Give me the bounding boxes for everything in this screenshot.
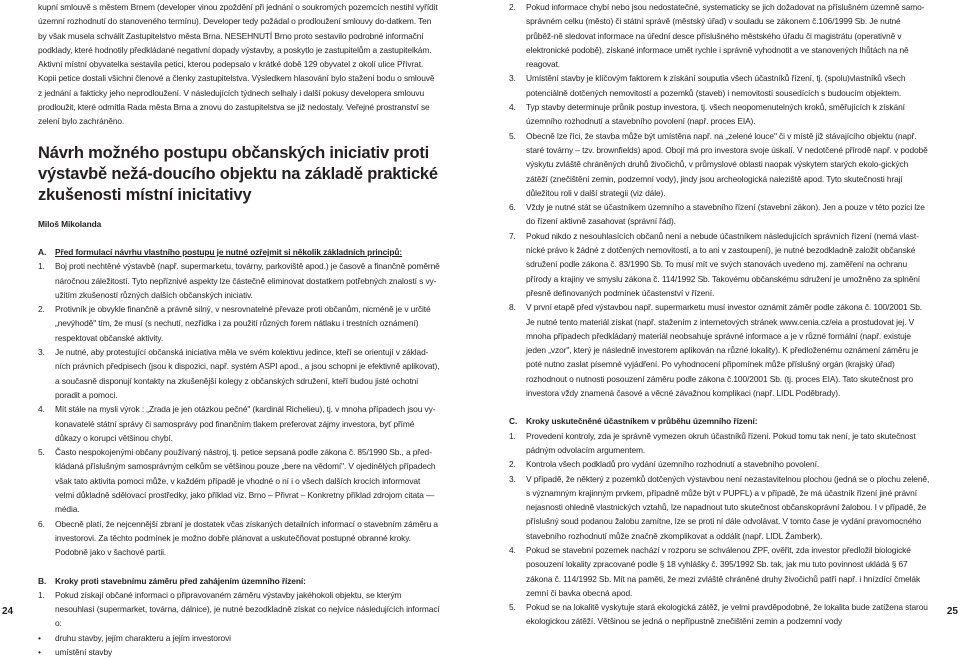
- list-item: [509, 457, 930, 471]
- item-number: 1.: [38, 589, 45, 600]
- page-number-left: 24: [2, 606, 14, 617]
- article-title: Návrh možného postupu občanských iniciativ proti výstavbě nežá-doucího objektu na základě praktické zkušenosti místní inicitativy: [38, 143, 438, 204]
- bullet-icon: •: [38, 646, 41, 657]
- list-item: [38, 345, 440, 402]
- section-letter: C.: [509, 416, 518, 427]
- section-letter: B.: [38, 575, 47, 586]
- item-text: Typ stavby determinuje průnik postup investora, tj. všech neopomenutelných kroků, směřujících k získání územního rozhodnutí a stavebního povolení (např. proces EIA).: [526, 102, 905, 127]
- list-item: [509, 200, 930, 229]
- article-author: Miloš Mikolanda: [38, 218, 102, 229]
- list-item: [38, 402, 440, 445]
- list-item: [509, 71, 930, 100]
- bullet-item: [38, 631, 440, 645]
- bullet-item: [38, 645, 440, 659]
- list-item: [38, 445, 440, 516]
- item-text: Protivník je obvykle finančně a právně silný, v nesrovnatelné převaze proti občanům, nicméně je v určité „nevýhodě" tím, že musí (s nechutí, nezřídka i za použití různých forem nátlaku i trestních oznámení) respektovat občanské aktivity.: [55, 304, 431, 343]
- item-number: 5.: [509, 602, 516, 613]
- item-text: Je nutné, aby protestující občanská iniciativa měla ve svém kolektivu jedince, kteří se orientují v základ-ních právních předpisech (jsou k dispozici, např. systém ASPI apod., a jsou schopni je efektivně aplikovat), a současně disponují kontakty na zkušenější kolegy z občanských sdružení, kteří budou jisté ochotni poradit a pomoci.: [55, 347, 440, 400]
- item-number: 3.: [38, 347, 45, 358]
- item-text: Provedení kontroly, zda je správně vymezen okruh účastníků řízení. Pokud tomu tak není, je tato skutečnost pádným odvolacím argumentem.: [526, 430, 916, 455]
- item-text: Pokud nikdo z nesouhlasících občanů není a nebude účastníkem následujících správních řízení (nemá vlast-nické právo k žádné z dotčených nemovitostí, a to ani v zastoupení), je nutné bezodkladně založit občanské sdružení podle zákona č. 83/1990 Sb. To musí mít ve svých stanovách uvedeno mj. zaměření na ochranu přírody a krajiny ve smyslu zákona č. 114/1992 Sb. Takovému občanskému sdružení je umožněno za splnění přesně definovaných podmínek účastenství v řízení.: [526, 230, 921, 298]
- item-number: 5.: [509, 130, 516, 141]
- item-number: 3.: [509, 473, 516, 484]
- section-title: Kroky uskutečněné účastníkem v průběhu územního řízení:: [526, 416, 758, 427]
- item-number: 2.: [509, 459, 516, 470]
- left-page: [38, 0, 440, 659]
- list-item: [509, 300, 930, 400]
- right-page: [509, 0, 930, 629]
- list-item: [38, 517, 440, 560]
- list-item: [509, 429, 930, 458]
- section-c-heading: [509, 414, 930, 428]
- item-text: Kontrola všech podkladů pro vydání územního rozhodnutí a stavebního povolení.: [526, 459, 820, 470]
- item-number: 7.: [509, 230, 516, 241]
- item-number: 3.: [509, 73, 516, 84]
- item-text: Obecně lze říci, že stavba může být umístěna např. na „zelené louce" či v místě již stávajícího objektu (např. staré továrny – tzv. brownfields) apod. Obojí má pro investora svoje úskalí. V nedotčené přírodě např. v podobě výskytu zvláště chráněných druhů živočichů, v průmyslové oblasti naopak výskytem starých ekolo-gických zátěží (znečištění zemin, podzemní vody), jindy jsou archeologická naleziště apod. Tyto skutečnosti hrají důležitou roli v další strategii (viz dále).: [526, 130, 928, 198]
- item-text: V první etapě před výstavbou např. supermarketu musí investor oznámit záměr podle zákona č. 100/2001 Sb. Je nutné tento materiál získat (např. stažením z internetových stránek www.cenia.cz/eia a prostudovat jej. V mnoha případech předkládaný materiál neobsahuje správné informace a je v různé formální (např. existuje jeden „vzor", který je následně investorem aplikován na různé lokality). K předloženému oznámení záměru je poté nutno zaslat písemné vyjádření. Po vyhodnocení připomínek může příslušný orgán (krajský úřad) rozhodnout o nutnosti posouzení záměru podle zákona č.100/2001 Sb. (tj. proces EIA). Tato skutečnost pro investora vždy znamená časové a věcné závažnou komplikaci (např. LIDL Poděbrady).: [526, 302, 923, 399]
- section-letter: A.: [38, 246, 47, 257]
- item-text: Vždy je nutné stát se účastníkem územního a stavebního řízení (stavební zákon). Jen a pouze v této pozici lze do řízení aktivně zasahovat (správní řád).: [526, 202, 925, 227]
- item-number: 6.: [509, 202, 516, 213]
- item-number: 4.: [509, 102, 516, 113]
- item-text: Obecně platí, že nejcennější zbraní je dostatek včas získaných detailních informací o stavebním záměru a investorovi. Za těchto podmínek je možno dobře plánovat a uskutečňovat postupné obranné kroky. Podobně jako v šachové partii.: [55, 518, 438, 558]
- item-number: 1.: [509, 430, 516, 441]
- bullet-icon: •: [38, 632, 41, 643]
- list-item: [509, 229, 930, 300]
- bullet-text: umístění stavby: [55, 646, 113, 657]
- item-text: Boj proti nechtěné výstavbě (např. supermarketu, továrny, parkoviště apod.) je časově a finančně poměrně náročnou záležitostí. Tyto nepříznivé aspekty lze částečně eliminovat dostatkem potřebných znalostí s vy-užitím zkušeností různých dalších občanských iniciativ.: [55, 261, 440, 300]
- item-text: Často nespokojenými občany používaný nástroj, tj. petice sepsaná podle zákona č. 85/1990 Sb., a před-kládaná příslušným samosprávným celkům se většinou pouze „bere na vědomí". V ojedinělých případech však tato aktivita pomoci může, v každém případě je vhodné o ní i o všech dalších krocích informovat velmi důkladně sdělovací prostředky, jako příklad viz. Brno – Přivrat – Konkretny příklad zdrojom citata — média.: [55, 447, 436, 515]
- item-text: V případě, že některý z pozemků dotčených výstavbou není nezastavitelnou plochou (jedná se o plochu zeleně, s významným krajinným prvkem, případně může být v PUPFL) a v případě, že má účastník řízení jiné právní nejasnosti ohledně vlastnických vztahů, lze napadnout tuto skutečnost občanskoprávní žalobou. I v případě, že příslušný soud podanou žalobu zamítne, lze se proti ní dále odvolávat. V tomto čase je vydání pravomocného stavebního rozhodnutí může značně zkomplikovat a oddálit (např. LIDL Žamberk).: [526, 473, 930, 541]
- item-number: 6.: [38, 518, 45, 529]
- item-number: 2.: [38, 304, 45, 315]
- list-item: [509, 129, 930, 200]
- intro-paragraph: kupní smlouvě s městem Brnem (developer vinou zpoždění při jednání o soukromých pozemcích nestihl vyřídit územní rozhodnutí do stanoveného termínu). Developer tedy požádal o prodloužení smlouvy do-datkem. Ten by však musela schválit Zastupitelstvo města Brna. NESEHNUTÍ Brno proto sestavilo podrobné informační podklady, které hodnotily předkládané negativní dopady výstavby, a poskytlo je zastupitelům a zastupitelkám. Aktivní místní obyvatelka sestavila petici, kterou podepsalo v krátké době 129 obyvatel z okolí ulice Přívrat. Kopii petice dostali všichni členové a členky zastupitelstva. Výsledkem hlasování bylo stažení bodu o smlouvě z jednání a fakticky jeho neprodloužení. V následujících týdnech selhaly i další pokusy developera smlouvu prodloužit, které odmítla Rada města Brna a znovu do zastupitelstva se již nedostaly. Veřejné prostranství se zelení bylo zachráněno.: [38, 2, 438, 127]
- item-text: Pokud se na lokalitě vyskytuje stará ekologická zátěž, je velmi pravděpodobné, že lokalita bude zatížena starou ekologickou zátěží. Většinou se jedná o nepřípustně znečištění zemin a podzemní vody: [526, 602, 928, 627]
- list-item: [509, 543, 930, 600]
- item-text: Umístění stavby je klíčovým faktorem k získání souputia všech účastníků řízení, tj. (spolu)vlastníků všech potenciálně dotčených nemovitostí a pozemků (staveb) i nemovitostí sousedících s budoucím objektem.: [526, 73, 906, 98]
- item-text: Pokud získají občané informaci o připravovaném záměru výstavby jakéhokoli objektu, se kterým nesouhlasí (supermarket, továrna, dálnice), je nutné bezodkladně získat co nejvíce následujících informací o:: [55, 589, 440, 629]
- item-number: 4.: [38, 404, 45, 415]
- item-number: 1.: [38, 261, 45, 272]
- item-number: 2.: [509, 2, 516, 12]
- list-item: [38, 302, 440, 345]
- list-item: [509, 600, 930, 629]
- item-text: Pokud se stavební pozemek nachází v rozporu se schválenou ZPF, ověřit, zda investor předložil biologické posouzení lokality zpracované podle § 18 vyhlášky č. 395/1992 Sb. tak, jak mu tuto povinnost ukládá § 67 zákona č. 114/1992 Sb. Mít na paměti, že mezi zvláště chráněné druhy živočichů patří např. i hnízdící čmelák zemní či bavka obecná apod.: [526, 544, 921, 598]
- list-item: [38, 259, 440, 302]
- item-text: Pokud informace chybí nebo jsou nedostatečné, systematicky se jich dožadovat na příslušném územně samo-správném celku (město) či státní správě (městský úřad) v souladu se zákonem č.106/1999 Sb. Je nutné průběž-ně sledovat informace na úřední desce příslušného městského úřadu či magistrátu (operativně v elektronické podobě), získané informace umět rychle i správně vyhodnotit a ve stanovených lhůtách na ně reagovat.: [526, 2, 925, 70]
- item-number: 4.: [509, 544, 516, 555]
- section-title: Před formulací návrhu vlastního postupu je nutné ozřejmit si několik základních principů:: [55, 246, 403, 257]
- section-a-heading: [38, 245, 440, 259]
- section-title: Kroky proti stavebnímu záměru před zahájením územního řízení:: [55, 575, 306, 586]
- page-number-right: 25: [946, 606, 958, 617]
- item-text: Mít stále na mysli výrok : „Zrada je jen otázkou pečné" (kardinál Richelieu), tj. v mnoha případech jsou vy-konavatelé státní správy či samosprávy pod finančním tlakem preferovat zájmy investora, byť přímé důkazy o korupci většinou chybí.: [55, 404, 436, 443]
- list-item: [509, 0, 930, 71]
- item-number: 8.: [509, 302, 516, 313]
- item-number: 5.: [38, 447, 45, 458]
- list-item: [38, 588, 440, 631]
- list-item: [509, 100, 930, 129]
- bullet-text: druhu stavby, jejím charakteru a jejím investorovi: [55, 632, 231, 643]
- section-b-heading: [38, 574, 440, 588]
- list-item: [509, 472, 930, 543]
